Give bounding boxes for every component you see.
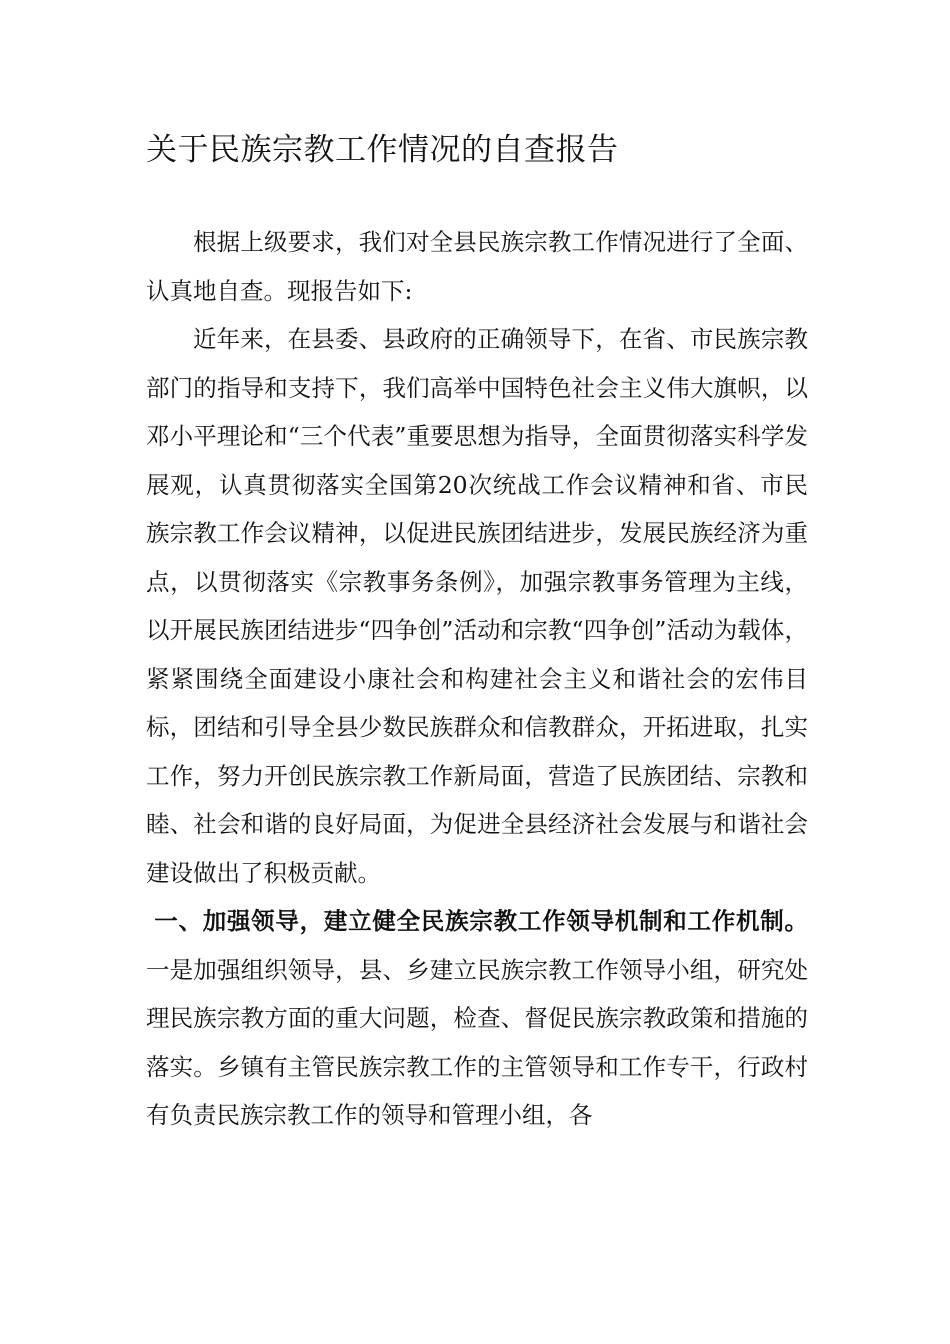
section-1-body: 一是加强组织领导，县、乡建立民族宗教工作领导小组，研究处理民族宗教方面的重大问题，检查、督促民族宗教政策和措施的落实。乡镇有主管民族宗教工作的主管领导和工作专干，行政村有负责民族宗教工作的领导和管理小组，各 [146, 955, 808, 1129]
document-title: 关于民族宗教工作情况的自查报告 [146, 132, 619, 168]
section-1-paragraph [146, 897, 808, 1140]
background-paragraph: 近年来，在县委、县政府的正确领导下，在省、市民族宗教部门的指导和支持下，我们高举中国特色社会主义伟大旗帜，以邓小平理论和“三个代表”重要思想为指导，全面贯彻落实科学发展观，认真贯彻落实全国第20次统战工作会议精神和省、市民族宗教工作会议精神，以促进民族团结进步，发展民族经济为重点，以贯彻落实《宗教事务条例》，加强宗教事务管理为主线，以开展民族团结进步“四争创”活动和宗教“四争创”活动为载体，紧紧围绕全面建设小康社会和构建社会主义和谐社会的宏伟目标，团结和引导全县少数民族群众和信教群众，开拓进取，扎实工作，努力开创民族宗教工作新局面，营造了民族团结、宗教和睦、社会和谐的良好局面，为促进全县经济社会发展与和谐社会建设做出了积极贡献。 [146, 325, 808, 887]
document-page [146, 128, 808, 1140]
section-1-heading: 一、加强领导，建立健全民族宗教工作领导机制和工作机制。 [154, 907, 808, 935]
intro-paragraph: 根据上级要求，我们对全县民族宗教工作情况进行了全面、认真地自查。现报告如下: [146, 228, 808, 305]
